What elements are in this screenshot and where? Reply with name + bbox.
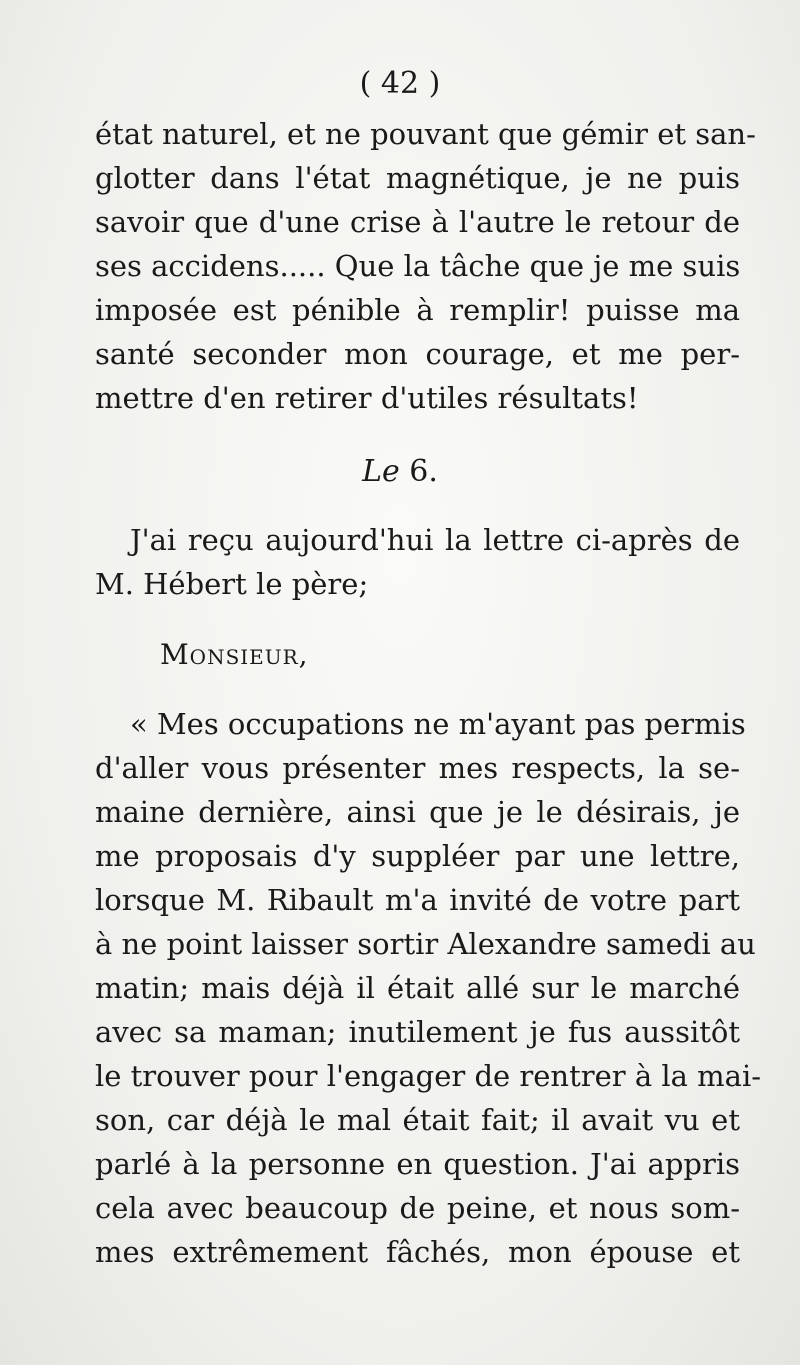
letter-line: maine dernière, ainsi que je le désirais, je: [95, 795, 740, 829]
letter-line: le trouver pour l'engager de rentrer à la mai-: [95, 1059, 762, 1093]
letter-salutation: [160, 633, 309, 677]
salutation-text: Monsieur,: [160, 638, 309, 671]
letter-line: me proposais d'y suppléer par une lettre,: [95, 839, 740, 873]
text-line: santé seconder mon courage, et me per-: [95, 337, 740, 371]
letter-line: avec sa maman; inutilement je fus aussitôt: [95, 1015, 740, 1049]
text-line: ses accidens..... Que la tâche que je me suis: [95, 249, 741, 283]
text-line: mettre d'en retirer d'utiles résultats!: [95, 381, 639, 415]
date-heading: [0, 450, 800, 494]
intro-line: M. Hébert le père;: [95, 567, 369, 601]
intro-line: J'ai reçu aujourd'hui la lettre ci-après de: [130, 523, 740, 557]
letter-line: d'aller vous présenter mes respects, la se-: [95, 751, 740, 785]
text-line: glotter dans l'état magnétique, je ne puis: [95, 161, 740, 195]
letter-line: parlé à la personne en question. J'ai appris: [95, 1147, 740, 1181]
letter-line: « Mes occupations ne m'ayant pas permis: [130, 707, 746, 741]
letter-line: son, car déjà le mal était fait; il avait vu et: [95, 1103, 740, 1137]
date-prefix: Le: [362, 454, 400, 489]
page-number: ( 42 ): [359, 66, 441, 101]
letter-line: matin; mais déjà il était allé sur le marché: [95, 971, 740, 1005]
text-line: état naturel, et ne pouvant que gémir et san-: [95, 117, 756, 151]
letter-line: lorsque M. Ribault m'a invité de votre part: [95, 883, 740, 917]
letter-line: cela avec beaucoup de peine, et nous som-: [95, 1191, 740, 1225]
text-line: imposée est pénible à remplir! puisse ma: [95, 293, 740, 327]
letter-line: mes extrêmement fâchés, mon épouse et: [95, 1235, 740, 1269]
letter-line: à ne point laisser sortir Alexandre samedi au: [95, 927, 756, 961]
date-day: 6.: [409, 454, 438, 489]
text-line: savoir que d'une crise à l'autre le retour de: [95, 205, 740, 239]
